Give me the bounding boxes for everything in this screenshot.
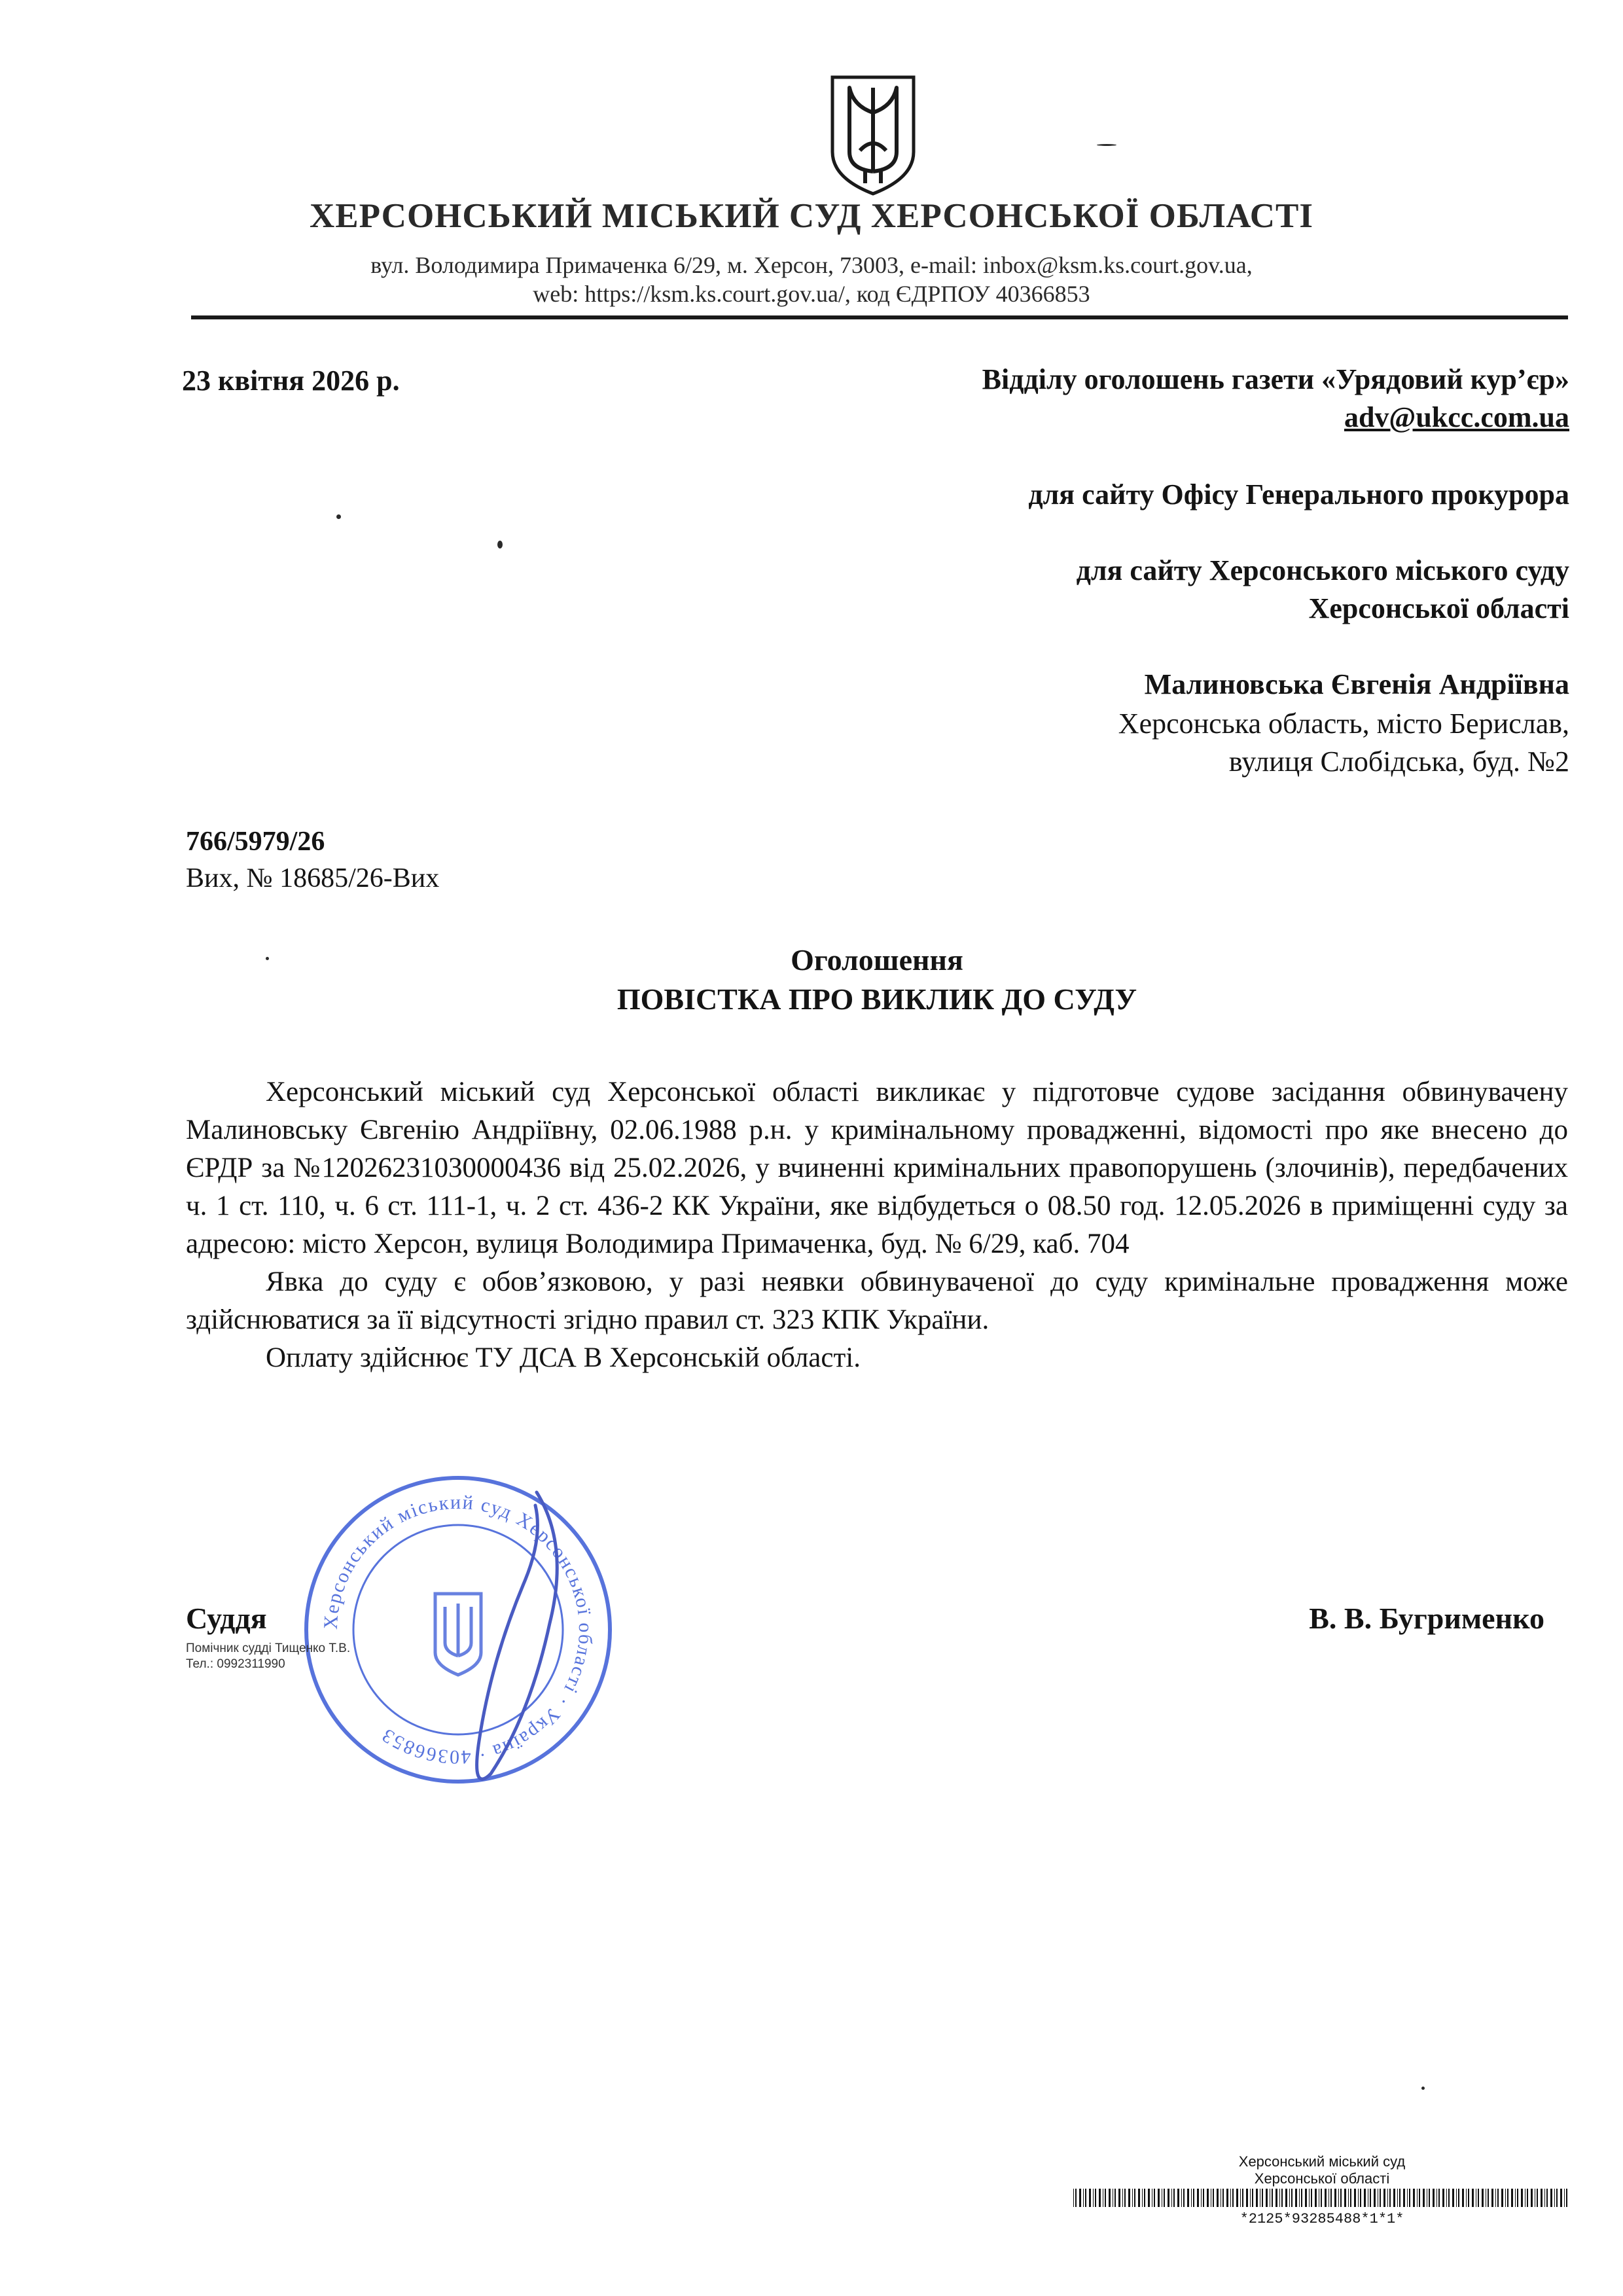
barcode-bar xyxy=(1226,2189,1228,2207)
barcode-bar xyxy=(1556,2189,1558,2207)
addressee-person-name: Малиновська Євгенія Андріївна xyxy=(1144,668,1569,700)
barcode-bar xyxy=(1275,2189,1277,2207)
barcode-bar xyxy=(1515,2189,1516,2207)
barcode-bar xyxy=(1554,2189,1555,2207)
barcode-bar xyxy=(1403,2189,1405,2207)
barcode-bar xyxy=(1134,2189,1135,2207)
barcode-bar xyxy=(1115,2189,1116,2207)
addressee-person-address-line1: Херсонська область, місто Берислав, xyxy=(1118,708,1569,740)
barcode-bar xyxy=(1413,2189,1415,2207)
barcode-bar xyxy=(1148,2189,1150,2207)
barcode-bar xyxy=(1321,2189,1322,2207)
summons-body xyxy=(186,1073,1568,1377)
barcode-bar xyxy=(1256,2189,1258,2207)
barcode-bar xyxy=(1281,2189,1283,2207)
barcode-bar xyxy=(1370,2189,1371,2207)
barcode-bar xyxy=(1203,2189,1204,2207)
barcode-bar xyxy=(1456,2189,1457,2207)
addressee-newspaper: Відділу оголошень газети «Урядовий кур’єр» xyxy=(982,363,1569,395)
barcode-bar xyxy=(1191,2189,1192,2207)
barcode-bar xyxy=(1566,2189,1567,2207)
barcode-bar xyxy=(1246,2189,1248,2207)
registration-court-name: Херсонський міський суд xyxy=(1238,2153,1406,2170)
barcode-bar xyxy=(1193,2189,1194,2207)
barcode-bar xyxy=(1521,2189,1523,2207)
scan-speck xyxy=(1097,144,1116,146)
addressee-court-line1: для сайту Херсонського міського суду xyxy=(1076,554,1569,586)
barcode-bar xyxy=(1252,2189,1253,2207)
trident-coat-of-arms-icon xyxy=(827,73,919,198)
barcode-bar xyxy=(1417,2189,1418,2207)
barcode-bar xyxy=(1560,2189,1562,2207)
registration-barcode xyxy=(1073,2189,1568,2207)
judge-title: Суддя xyxy=(186,1602,267,1635)
scan-speck xyxy=(336,514,341,519)
barcode-bar xyxy=(1109,2189,1111,2207)
barcode-bar xyxy=(1232,2189,1234,2207)
barcode-bar xyxy=(1093,2189,1094,2207)
barcode-bar xyxy=(1407,2189,1408,2207)
addressee-email-link[interactable]: adv@ukcc.com.ua xyxy=(1344,401,1569,433)
court-web-line: web: https://ksm.ks.court.gov.ua/, код ЄДРПОУ 40366853 xyxy=(533,281,1090,307)
barcode-bar xyxy=(1537,2189,1538,2207)
barcode-bar xyxy=(1168,2189,1169,2207)
barcode-bar xyxy=(1429,2189,1430,2207)
barcode-bar xyxy=(1325,2189,1327,2207)
barcode-bar xyxy=(1452,2189,1454,2207)
barcode-bar xyxy=(1383,2189,1385,2207)
barcode-bar xyxy=(1348,2189,1349,2207)
announcement-title: Оголошення xyxy=(791,943,963,977)
addressee-court-line2: Херсонської області xyxy=(1308,592,1569,624)
barcode-bar xyxy=(1236,2189,1238,2207)
barcode-bar xyxy=(1187,2189,1189,2207)
scan-speck xyxy=(266,957,269,960)
barcode-bar xyxy=(1279,2189,1280,2207)
barcode-bar xyxy=(1462,2189,1464,2207)
barcode-bar xyxy=(1344,2189,1346,2207)
barcode-bar xyxy=(1266,2189,1268,2207)
barcode-bar xyxy=(1305,2189,1307,2207)
barcode-bar xyxy=(1334,2189,1336,2207)
assistant-name: Помічник судді Тищенко Т.В. xyxy=(186,1641,351,1655)
barcode-bar xyxy=(1433,2189,1435,2207)
stamp-ring-text: Херсонський міський суд Херсонської області · Україна · 40366853 xyxy=(319,1491,597,1768)
barcode-bar xyxy=(1299,2189,1300,2207)
barcode-bar xyxy=(1158,2189,1160,2207)
barcode-bar xyxy=(1340,2189,1342,2207)
barcode-bar xyxy=(1497,2189,1499,2207)
barcode-bar xyxy=(1197,2189,1199,2207)
barcode-bar xyxy=(1507,2189,1508,2207)
body-paragraph: Херсонський міський суд Херсонської області викликає у підготовче судове засідання обвинувачену Малиновську Євгенію Андріївну, 02.06.1988 р.н. у кримінальному провадженні, відомості про яке внесено до ЄРДР за №12026231030000436 від 25.02.2026, у вчиненні кримінальних правопорушень (злочинів), передбачених ч. 1 ст. 110, ч. 6 ст. 111-1, ч. 2 ст. 436-2 КК України, яке відбудеться о 08.50 год. 12.05.2026 в приміщенні суду за адресою: місто Херсон, вулиця Володимира Примаченка, буд. № 6/29, каб. 704 xyxy=(186,1077,1568,1259)
barcode-bar xyxy=(1338,2189,1339,2207)
barcode-bar xyxy=(1380,2189,1381,2207)
barcode-bar xyxy=(1358,2189,1359,2207)
barcode-bar xyxy=(1222,2189,1224,2207)
barcode-bar xyxy=(1164,2189,1165,2207)
barcode-bar xyxy=(1488,2189,1489,2207)
barcode-bar xyxy=(1442,2189,1444,2207)
barcode-bar xyxy=(1285,2189,1287,2207)
judge-name: В. В. Бугрименко xyxy=(1309,1602,1544,1635)
registration-region: Херсонської області xyxy=(1254,2170,1390,2187)
barcode-bar xyxy=(1517,2189,1518,2207)
barcode-bar xyxy=(1289,2189,1290,2207)
barcode-bar xyxy=(1374,2189,1376,2207)
barcode-bar xyxy=(1436,2189,1437,2207)
barcode-bar xyxy=(1124,2189,1126,2207)
barcode-bar xyxy=(1505,2189,1506,2207)
barcode-bar xyxy=(1544,2189,1545,2207)
addressee-person-address-line2: вулиця Слобідська, буд. №2 xyxy=(1228,745,1569,778)
barcode-bar xyxy=(1409,2189,1410,2207)
barcode-bar xyxy=(1230,2189,1231,2207)
barcode-bar xyxy=(1240,2189,1241,2207)
barcode-bar xyxy=(1389,2189,1391,2207)
barcode-bar xyxy=(1083,2189,1084,2207)
addressee-prosecutor: для сайту Офісу Генерального прокурора xyxy=(1028,478,1569,511)
document-date: 23 квітня 2026 р. xyxy=(182,365,400,397)
barcode-bar xyxy=(1128,2189,1130,2207)
barcode-bar xyxy=(1354,2189,1356,2207)
barcode-bar xyxy=(1073,2189,1074,2207)
barcode-bar xyxy=(1482,2189,1484,2207)
barcode-bar xyxy=(1458,2189,1459,2207)
barcode-bar xyxy=(1171,2189,1172,2207)
barcode-bar xyxy=(1142,2189,1143,2207)
barcode-bar xyxy=(1217,2189,1219,2207)
barcode-bar xyxy=(1122,2189,1123,2207)
barcode-bar xyxy=(1154,2189,1155,2207)
barcode-bar xyxy=(1360,2189,1361,2207)
case-number: 766/5979/26 xyxy=(186,827,325,857)
barcode-bar xyxy=(1295,2189,1297,2207)
barcode-bar xyxy=(1527,2189,1528,2207)
barcode-bar xyxy=(1105,2189,1106,2207)
barcode-bar xyxy=(1242,2189,1243,2207)
barcode-bar xyxy=(1272,2189,1273,2207)
barcode-bar xyxy=(1309,2189,1310,2207)
barcode-bar xyxy=(1213,2189,1214,2207)
barcode-bar xyxy=(1207,2189,1209,2207)
barcode-bar xyxy=(1183,2189,1185,2207)
court-address-line: вул. Володимира Примаченка 6/29, м. Херсон, 73003, e-mail: inbox@ksm.ks.court.gov.ua, xyxy=(370,252,1253,278)
body-paragraph: Оплату здійснює ТУ ДСА В Херсонській області. xyxy=(266,1342,861,1373)
barcode-bar xyxy=(1501,2189,1503,2207)
barcode-bar xyxy=(1491,2189,1493,2207)
header-divider xyxy=(191,315,1568,319)
barcode-bar xyxy=(1423,2189,1425,2207)
barcode-bar xyxy=(1550,2189,1552,2207)
barcode-bar xyxy=(1301,2189,1302,2207)
barcode-bar xyxy=(1262,2189,1263,2207)
summons-title: ПОВІСТКА ПРО ВИКЛИК ДО СУДУ xyxy=(616,982,1137,1016)
barcode-bar xyxy=(1531,2189,1533,2207)
barcode-bar xyxy=(1085,2189,1086,2207)
barcode-bar xyxy=(1350,2189,1351,2207)
barcode-bar xyxy=(1468,2189,1469,2207)
barcode-number: *2125*93285488*1*1* xyxy=(1240,2211,1404,2227)
barcode-bar xyxy=(1438,2189,1440,2207)
body-paragraph: Явка до суду є обов’язковою, у разі неявки обвинуваченої до суду кримінальне провадження може здійснюватися за її відсутності згідно правил ст. 323 КПК України. xyxy=(186,1266,1568,1335)
barcode-bar xyxy=(1397,2189,1398,2207)
barcode-bar xyxy=(1144,2189,1145,2207)
barcode-bar xyxy=(1173,2189,1175,2207)
court-name: ХЕРСОНСЬКИЙ МІСЬКИЙ СУД ХЕРСОНСЬКОЇ ОБЛАСТІ xyxy=(310,197,1313,235)
barcode-bar xyxy=(1511,2189,1513,2207)
barcode-bar xyxy=(1466,2189,1467,2207)
barcode-bar xyxy=(1330,2189,1332,2207)
barcode-bar xyxy=(1472,2189,1474,2207)
barcode-bar xyxy=(1075,2189,1077,2207)
barcode-bar xyxy=(1138,2189,1140,2207)
barcode-bar xyxy=(1311,2189,1312,2207)
barcode-bar xyxy=(1387,2189,1388,2207)
barcode-bar xyxy=(1250,2189,1251,2207)
barcode-bar xyxy=(1546,2189,1548,2207)
barcode-bar xyxy=(1478,2189,1479,2207)
outgoing-number: Вих, № 18685/26-Вих xyxy=(186,863,440,893)
barcode-bar xyxy=(1541,2189,1543,2207)
barcode-bar xyxy=(1315,2189,1317,2207)
barcode-bar xyxy=(1364,2189,1366,2207)
barcode-bar xyxy=(1393,2189,1395,2207)
scan-speck xyxy=(497,541,503,548)
barcode-bar xyxy=(1095,2189,1096,2207)
barcode-bar xyxy=(1564,2189,1565,2207)
barcode-bar xyxy=(1495,2189,1496,2207)
barcode-bar xyxy=(1118,2189,1120,2207)
barcode-bar xyxy=(1132,2189,1133,2207)
barcode-bar xyxy=(1181,2189,1182,2207)
barcode-bar xyxy=(1177,2189,1179,2207)
barcode-bar xyxy=(1446,2189,1447,2207)
barcode-bar xyxy=(1079,2189,1081,2207)
scan-speck xyxy=(1421,2087,1425,2090)
barcode-bar xyxy=(1201,2189,1202,2207)
court-seal-stamp xyxy=(294,1466,622,1793)
barcode-bar xyxy=(1448,2189,1450,2207)
assistant-phone: Тел.: 0992311990 xyxy=(186,1657,285,1671)
barcode-bar xyxy=(1089,2189,1091,2207)
barcode-bar xyxy=(1099,2189,1101,2207)
barcode-bar xyxy=(1399,2189,1400,2207)
barcode-bar xyxy=(1291,2189,1293,2207)
barcode-bar xyxy=(1419,2189,1420,2207)
